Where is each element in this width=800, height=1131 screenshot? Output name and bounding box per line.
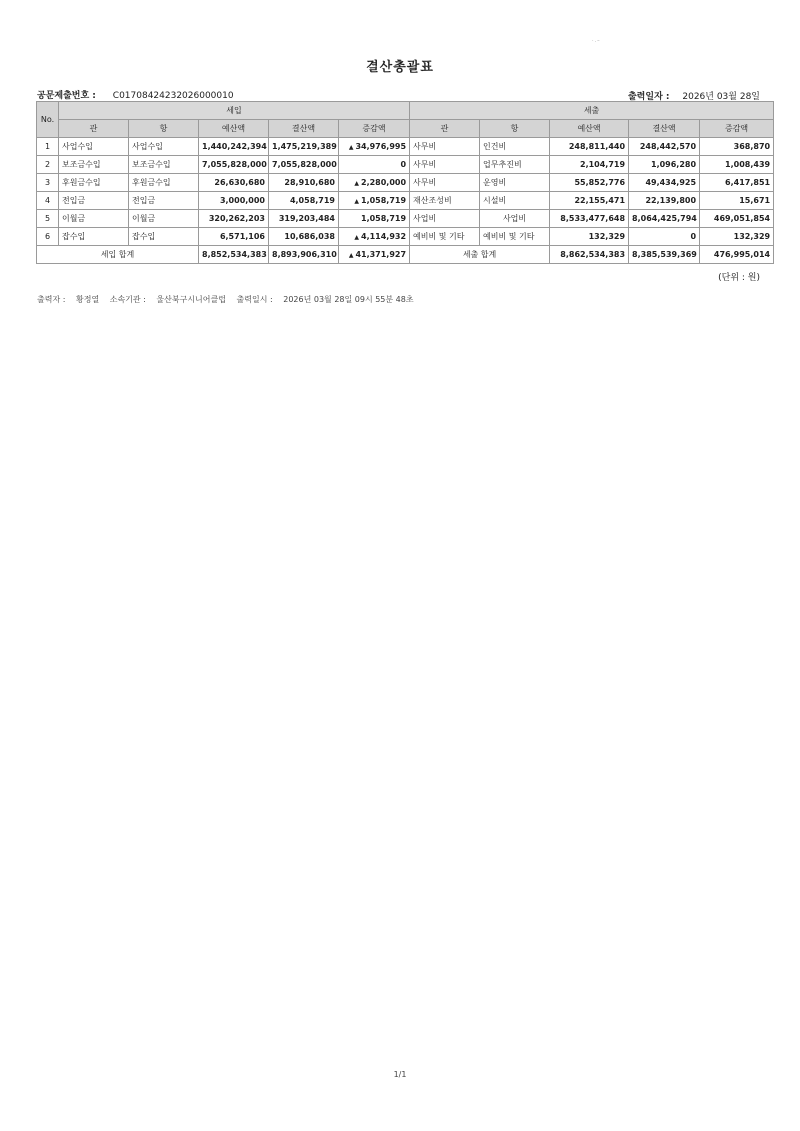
income-gwan: 후원금수입 bbox=[59, 174, 129, 192]
income-total-settle: 8,893,906,310 bbox=[269, 246, 339, 264]
negative-marker-icon: ▲ bbox=[354, 180, 359, 187]
table-row bbox=[37, 156, 774, 174]
income-hang: 후원금수입 bbox=[129, 174, 199, 192]
income-settle: 1,475,219,389 bbox=[269, 138, 339, 156]
print-date-value: 2026년 03월 28일 bbox=[682, 92, 760, 102]
income-budget: 7,055,828,000 bbox=[199, 156, 269, 174]
income-hang: 이월금 bbox=[129, 210, 199, 228]
printer-label: 출력자 : bbox=[37, 295, 66, 304]
income-diff: ▲ 4,114,932 bbox=[339, 228, 410, 246]
income-budget: 1,440,242,394 bbox=[199, 138, 269, 156]
doc-number bbox=[37, 88, 234, 101]
header-ex-budget: 예산액 bbox=[550, 120, 629, 138]
income-settle: 7,055,828,000 bbox=[269, 156, 339, 174]
printer-name: 황정열 bbox=[75, 295, 100, 304]
expense-diff: 15,671 bbox=[700, 192, 774, 210]
total-row bbox=[37, 246, 774, 264]
income-gwan: 잡수입 bbox=[59, 228, 129, 246]
expense-budget: 22,155,471 bbox=[550, 192, 629, 210]
header-in-settle: 결산액 bbox=[269, 120, 339, 138]
income-total-diff: ▲ 41,371,927 bbox=[339, 246, 410, 264]
negative-marker-icon: ▲ bbox=[354, 198, 359, 205]
print-time-label: 출력일시 : bbox=[236, 295, 273, 304]
expense-gwan: 재산조성비 bbox=[410, 192, 480, 210]
doc-number-value: C01708424232026000010 bbox=[112, 91, 234, 101]
header-ex-hang: 항 bbox=[480, 120, 550, 138]
header-ex-settle: 결산액 bbox=[629, 120, 700, 138]
header-row-groups bbox=[37, 102, 774, 120]
org-name: 울산북구시니어클럽 bbox=[156, 295, 226, 304]
expense-total-settle: 8,385,539,369 bbox=[629, 246, 700, 264]
expense-gwan: 사무비 bbox=[410, 174, 480, 192]
row-no: 5 bbox=[37, 210, 59, 228]
header-in-hang: 항 bbox=[129, 120, 199, 138]
row-no: 1 bbox=[37, 138, 59, 156]
expense-hang: 인건비 bbox=[480, 138, 550, 156]
expense-hang: 업무추진비 bbox=[480, 156, 550, 174]
header-ex-diff: 증감액 bbox=[700, 120, 774, 138]
table-row bbox=[37, 138, 774, 156]
table-row bbox=[37, 192, 774, 210]
table-row bbox=[37, 210, 774, 228]
income-settle: 28,910,680 bbox=[269, 174, 339, 192]
scan-speck: ·.– bbox=[592, 38, 601, 44]
expense-gwan: 예비비 및 기타 bbox=[410, 228, 480, 246]
expense-diff: 368,870 bbox=[700, 138, 774, 156]
expense-total-budget: 8,862,534,383 bbox=[550, 246, 629, 264]
header-in-budget: 예산액 bbox=[199, 120, 269, 138]
income-gwan: 전입금 bbox=[59, 192, 129, 210]
print-time: 2026년 03월 28일 09시 55분 48초 bbox=[283, 295, 414, 304]
expense-settle: 1,096,280 bbox=[629, 156, 700, 174]
expense-gwan: 사무비 bbox=[410, 138, 480, 156]
expense-budget: 55,852,776 bbox=[550, 174, 629, 192]
doc-number-label: 공문제출번호 : bbox=[37, 91, 96, 101]
income-total-label: 세입 합계 bbox=[37, 246, 199, 264]
income-hang: 보조금수입 bbox=[129, 156, 199, 174]
income-diff: ▲ 2,280,000 bbox=[339, 174, 410, 192]
income-diff: ▲ 1,058,719 bbox=[339, 192, 410, 210]
income-budget: 320,262,203 bbox=[199, 210, 269, 228]
expense-budget: 132,329 bbox=[550, 228, 629, 246]
income-total-budget: 8,852,534,383 bbox=[199, 246, 269, 264]
page-number: 1/1 bbox=[393, 1070, 407, 1079]
header-in-diff: 증감액 bbox=[339, 120, 410, 138]
expense-gwan: 사업비 bbox=[410, 210, 480, 228]
expense-hang: 시설비 bbox=[480, 192, 550, 210]
expense-total-diff: 476,995,014 bbox=[700, 246, 774, 264]
print-date-label: 출력일자 : bbox=[627, 92, 670, 102]
expense-diff: 469,051,854 bbox=[700, 210, 774, 228]
expense-settle: 248,442,570 bbox=[629, 138, 700, 156]
settlement-table bbox=[36, 101, 774, 264]
income-budget: 3,000,000 bbox=[199, 192, 269, 210]
negative-marker-icon: ▲ bbox=[348, 252, 354, 259]
page-title: 결산총괄표 bbox=[366, 60, 434, 75]
row-no: 3 bbox=[37, 174, 59, 192]
income-settle: 4,058,719 bbox=[269, 192, 339, 210]
income-settle: 319,203,484 bbox=[269, 210, 339, 228]
income-budget: 6,571,106 bbox=[199, 228, 269, 246]
income-gwan: 보조금수입 bbox=[59, 156, 129, 174]
income-diff: 1,058,719 bbox=[339, 210, 410, 228]
income-hang: 사업수입 bbox=[129, 138, 199, 156]
income-diff: 0 bbox=[339, 156, 410, 174]
expense-hang: 운영비 bbox=[480, 174, 550, 192]
table-row bbox=[37, 228, 774, 246]
expense-budget: 8,533,477,648 bbox=[550, 210, 629, 228]
income-gwan: 사업수입 bbox=[59, 138, 129, 156]
header-ex-gwan: 관 bbox=[410, 120, 480, 138]
expense-settle: 49,434,925 bbox=[629, 174, 700, 192]
income-budget: 26,630,680 bbox=[199, 174, 269, 192]
expense-total-label: 세출 합계 bbox=[410, 246, 550, 264]
expense-settle: 0 bbox=[629, 228, 700, 246]
expense-budget: 248,811,440 bbox=[550, 138, 629, 156]
print-footer bbox=[37, 294, 422, 305]
income-gwan: 이월금 bbox=[59, 210, 129, 228]
unit-note: (단위 : 원) bbox=[718, 273, 760, 283]
income-diff: ▲ 34,976,995 bbox=[339, 138, 410, 156]
expense-settle: 22,139,800 bbox=[629, 192, 700, 210]
expense-hang: 사업비 bbox=[480, 210, 550, 228]
expense-hang: 예비비 및 기타 bbox=[480, 228, 550, 246]
negative-marker-icon: ▲ bbox=[348, 144, 354, 151]
header-income-group: 세입 bbox=[59, 102, 410, 120]
table-row bbox=[37, 174, 774, 192]
row-no: 6 bbox=[37, 228, 59, 246]
expense-gwan: 사무비 bbox=[410, 156, 480, 174]
row-no: 4 bbox=[37, 192, 59, 210]
header-no: No. bbox=[37, 102, 59, 138]
expense-diff: 1,008,439 bbox=[700, 156, 774, 174]
income-hang: 잡수입 bbox=[129, 228, 199, 246]
negative-marker-icon: ▲ bbox=[354, 234, 359, 241]
expense-diff: 132,329 bbox=[700, 228, 774, 246]
header-row-columns bbox=[37, 120, 774, 138]
expense-settle: 8,064,425,794 bbox=[629, 210, 700, 228]
income-settle: 10,686,038 bbox=[269, 228, 339, 246]
header-in-gwan: 관 bbox=[59, 120, 129, 138]
income-hang: 전입금 bbox=[129, 192, 199, 210]
org-label: 소속기관 : bbox=[109, 295, 146, 304]
expense-diff: 6,417,851 bbox=[700, 174, 774, 192]
row-no: 2 bbox=[37, 156, 59, 174]
expense-budget: 2,104,719 bbox=[550, 156, 629, 174]
header-expense-group: 세출 bbox=[410, 102, 774, 120]
